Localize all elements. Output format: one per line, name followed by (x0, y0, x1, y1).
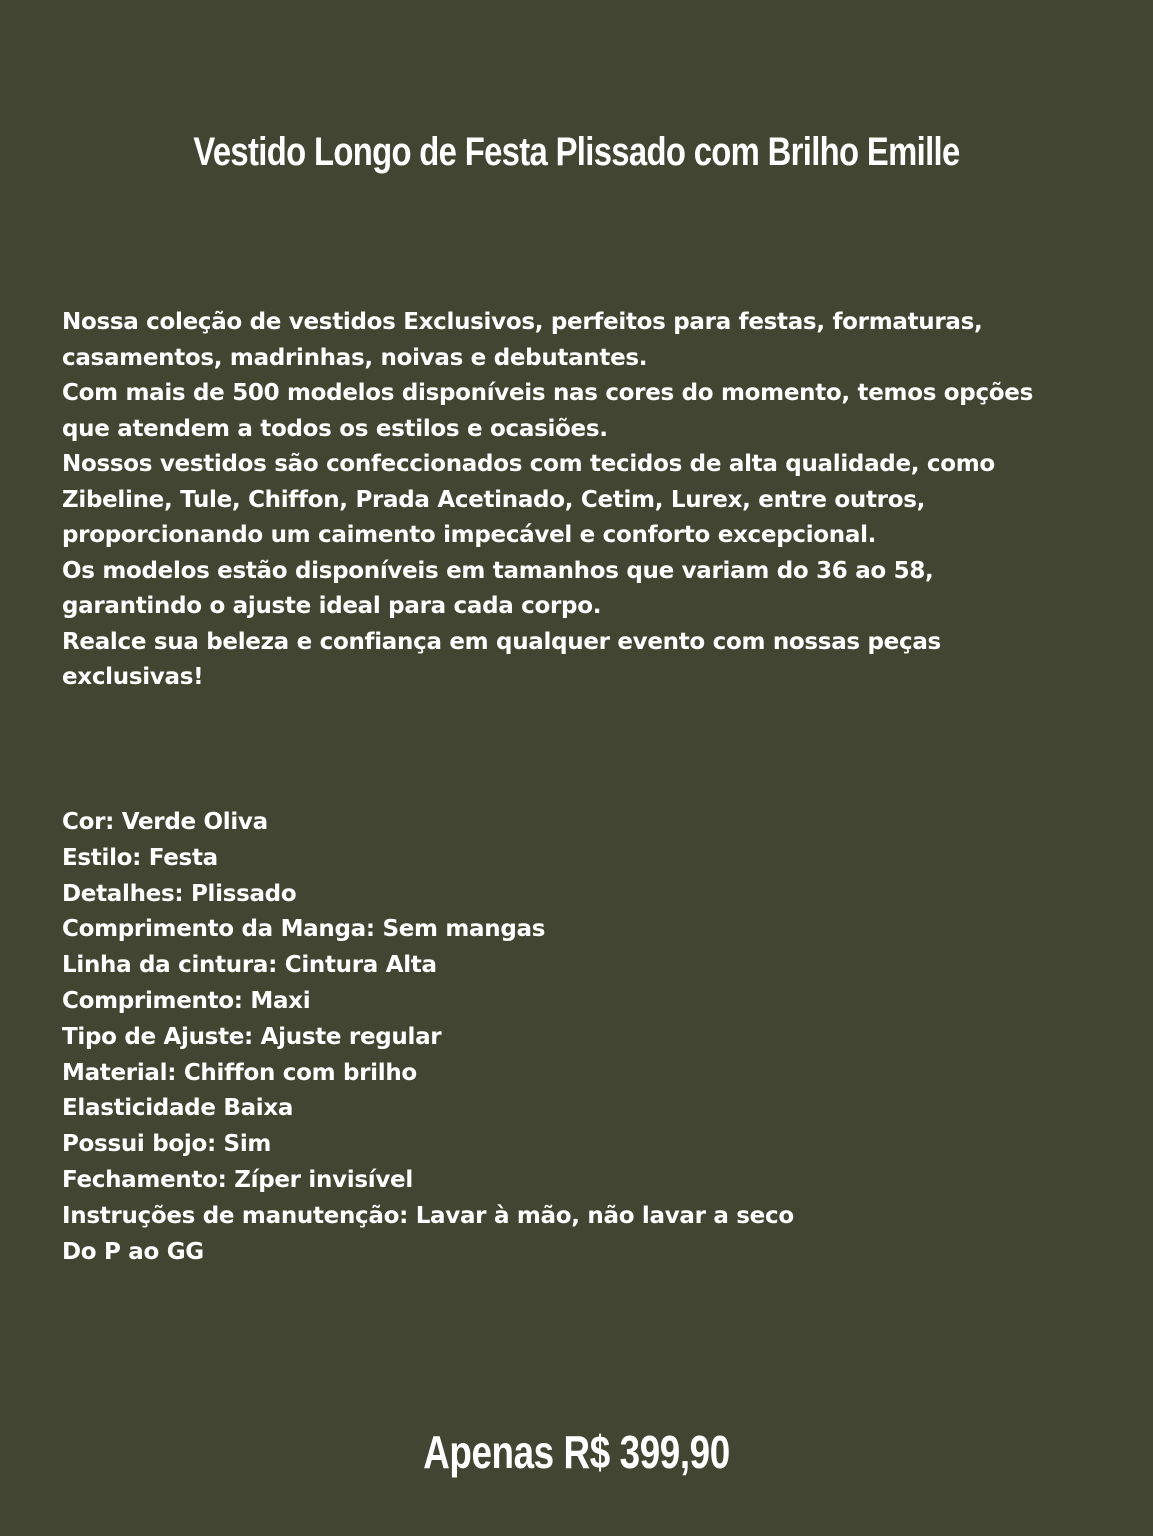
spec-item: Linha da cintura: Cintura Alta (62, 952, 437, 979)
spec-item: Detalhes: Plissado (62, 880, 297, 907)
spec-item: Comprimento: Maxi (62, 987, 311, 1014)
spec-item: Fechamento: Zíper invisível (62, 1166, 413, 1193)
spec-item: Do P ao GG (62, 1238, 204, 1265)
spec-item: Possui bojo: Sim (62, 1131, 272, 1158)
product-price: Apenas R$ 399,90 (423, 1426, 730, 1478)
spec-item: Tipo de Ajuste: Ajuste regular (62, 1023, 442, 1050)
description-paragraph: Com mais de 500 modelos disponíveis nas cores do momento, temos opções que atendem a todos os estilos e ocasiões. (62, 380, 1033, 442)
spec-item: Estilo: Festa (62, 844, 218, 871)
spec-item: Elasticidade Baixa (62, 1095, 294, 1122)
description-paragraph: Nossos vestidos são confeccionados com tecidos de alta qualidade, como Zibeline, Tule, Chiffon, Prada Acetinado, Cetim, Lurex, entre outros, proporcionando um caimento impecável e conforto excepcional. (62, 451, 995, 548)
description-paragraph: Nossa coleção de vestidos Exclusivos, perfeitos para festas, formaturas, casamentos, madrinhas, noivas e debutantes. (62, 309, 983, 371)
description-paragraph: Os modelos estão disponíveis em tamanhos que variam do 36 ao 58, garantindo o ajuste ideal para cada corpo. (62, 557, 934, 619)
spec-item: Comprimento da Manga: Sem mangas (62, 916, 546, 943)
spec-item: Instruções de manutenção: Lavar à mão, não lavar a seco (62, 1202, 794, 1229)
description-paragraph: Realce sua beleza e confiança em qualquer evento com nossas peças exclusivas! (62, 628, 941, 690)
product-description (62, 305, 1072, 696)
spec-item: Cor: Verde Oliva (62, 809, 268, 835)
product-specs-list (62, 805, 1062, 1270)
spec-item: Material: Chiffon com brilho (62, 1059, 417, 1086)
product-title: Vestido Longo de Festa Plissado com Brilho Emille (193, 129, 960, 174)
